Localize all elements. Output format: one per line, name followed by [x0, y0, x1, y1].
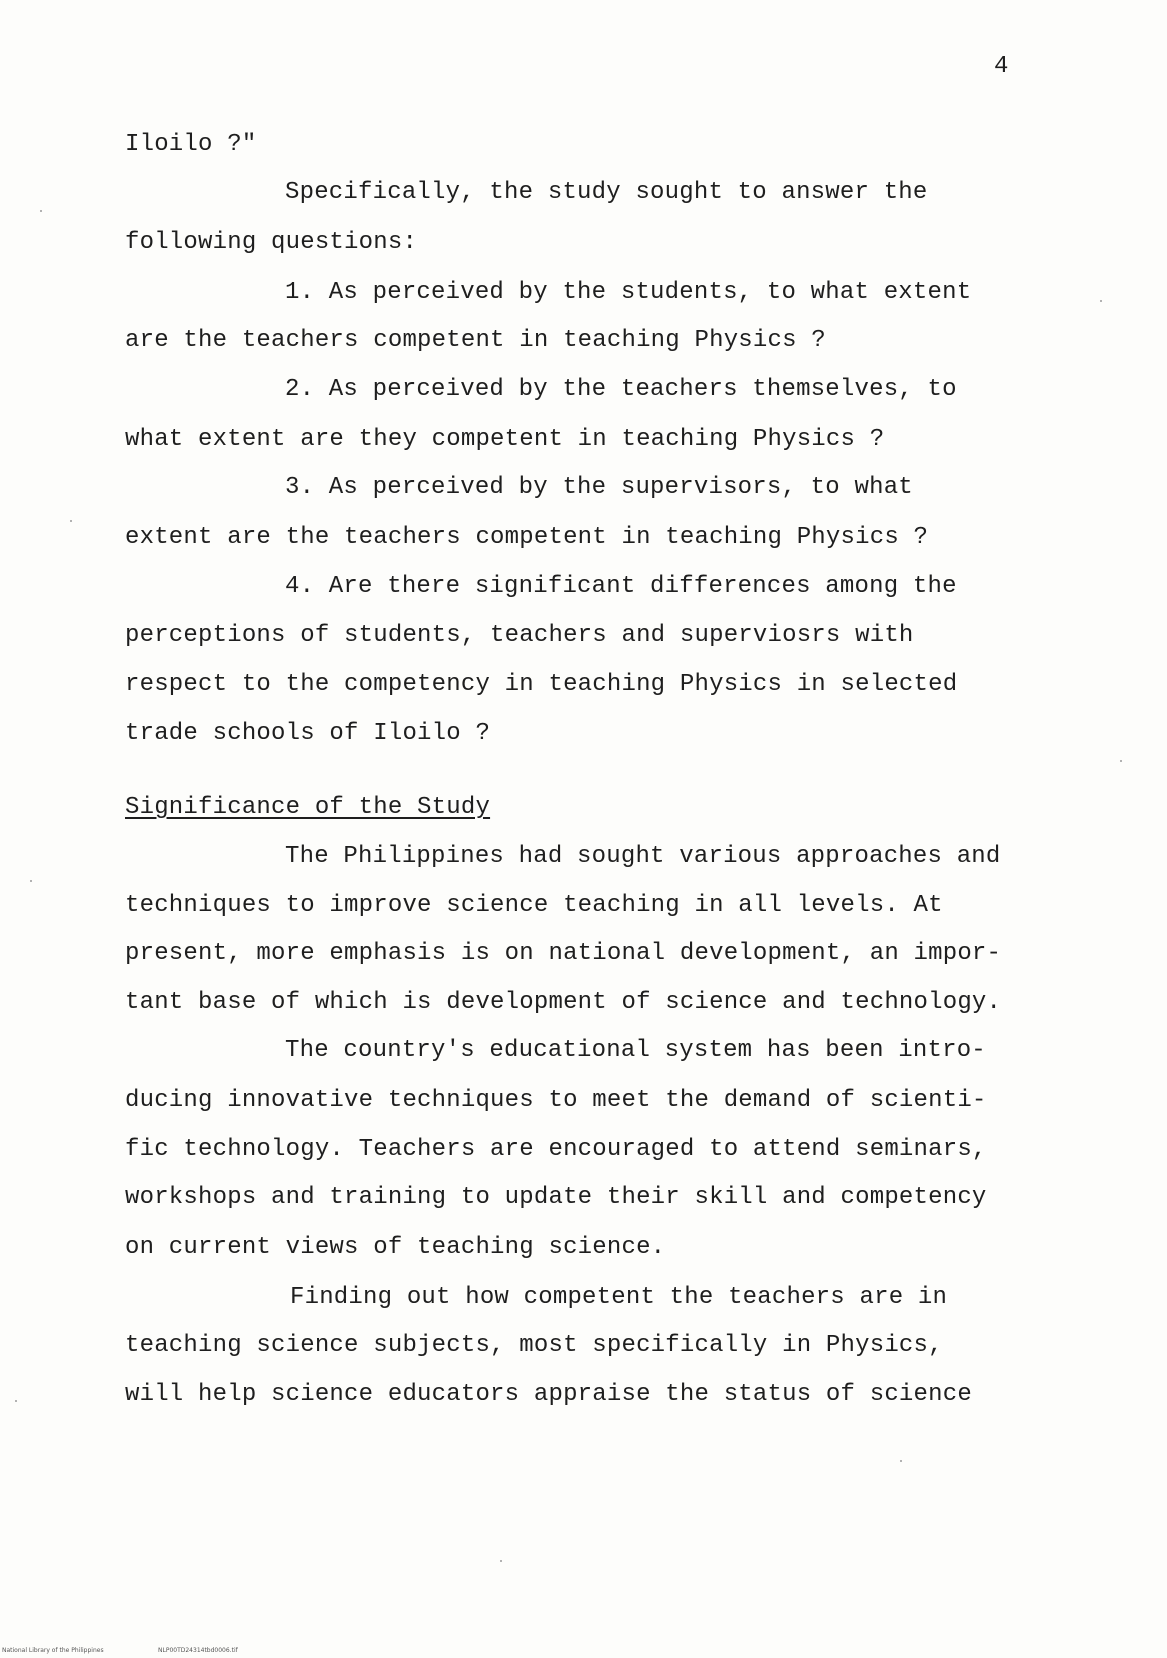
scan-speck	[900, 1460, 902, 1462]
scan-speck	[1100, 300, 1102, 302]
text-line: Iloilo ?"	[125, 131, 257, 158]
text-line: following questions:	[125, 229, 418, 256]
text-line: trade schools of Iloilo ?	[125, 720, 491, 747]
text-line: Specifically, the study sought to answer the	[285, 179, 928, 206]
text-line: Finding out how competent the teachers are in	[290, 1284, 948, 1311]
scan-speck	[500, 1560, 502, 1562]
text-line: techniques to improve science teaching in all levels. At	[125, 892, 943, 919]
text-line: 3. As perceived by the supervisors, to what	[285, 474, 913, 501]
text-line: will help science educators appraise the status of science	[125, 1381, 972, 1408]
scan-speck	[30, 880, 32, 882]
text-line: workshops and training to update their skill and competency	[125, 1184, 987, 1211]
text-line: tant base of which is development of science and technology.	[125, 989, 1002, 1016]
text-line: what extent are they competent in teaching Physics ?	[125, 426, 885, 453]
page-number: 4	[994, 53, 1009, 80]
text-line: perceptions of students, teachers and superviosrs with	[125, 622, 914, 649]
text-line: extent are the teachers competent in teaching Physics ?	[125, 524, 929, 551]
footer-file-id: NLP00TD24314tbd0006.tif	[158, 1647, 238, 1654]
text-line: present, more emphasis is on national development, an impor-	[125, 940, 1002, 967]
text-line: on current views of teaching science.	[125, 1234, 666, 1261]
scan-speck	[15, 1400, 17, 1402]
text-line: 2. As perceived by the teachers themselves, to	[285, 376, 957, 403]
text-line: are the teachers competent in teaching Physics ?	[125, 327, 826, 354]
text-line: The Philippines had sought various approaches and	[285, 843, 1001, 870]
scan-speck	[70, 520, 72, 522]
text-line: 4. Are there significant differences among the	[285, 573, 957, 600]
text-line: respect to the competency in teaching Physics in selected	[125, 671, 958, 698]
text-line: fic technology. Teachers are encouraged to attend seminars,	[125, 1136, 987, 1163]
scan-speck	[1120, 760, 1122, 762]
text-line: 1. As perceived by the students, to what extent	[285, 279, 972, 306]
scan-speck	[40, 210, 42, 212]
footer-source: National Library of the Philippines	[2, 1647, 104, 1654]
section-heading: Significance of the Study	[125, 794, 491, 821]
text-line: teaching science subjects, most specifically in Physics,	[125, 1332, 943, 1359]
text-line: ducing innovative techniques to meet the demand of scienti-	[125, 1087, 987, 1114]
text-line: The country's educational system has been intro-	[285, 1037, 986, 1064]
